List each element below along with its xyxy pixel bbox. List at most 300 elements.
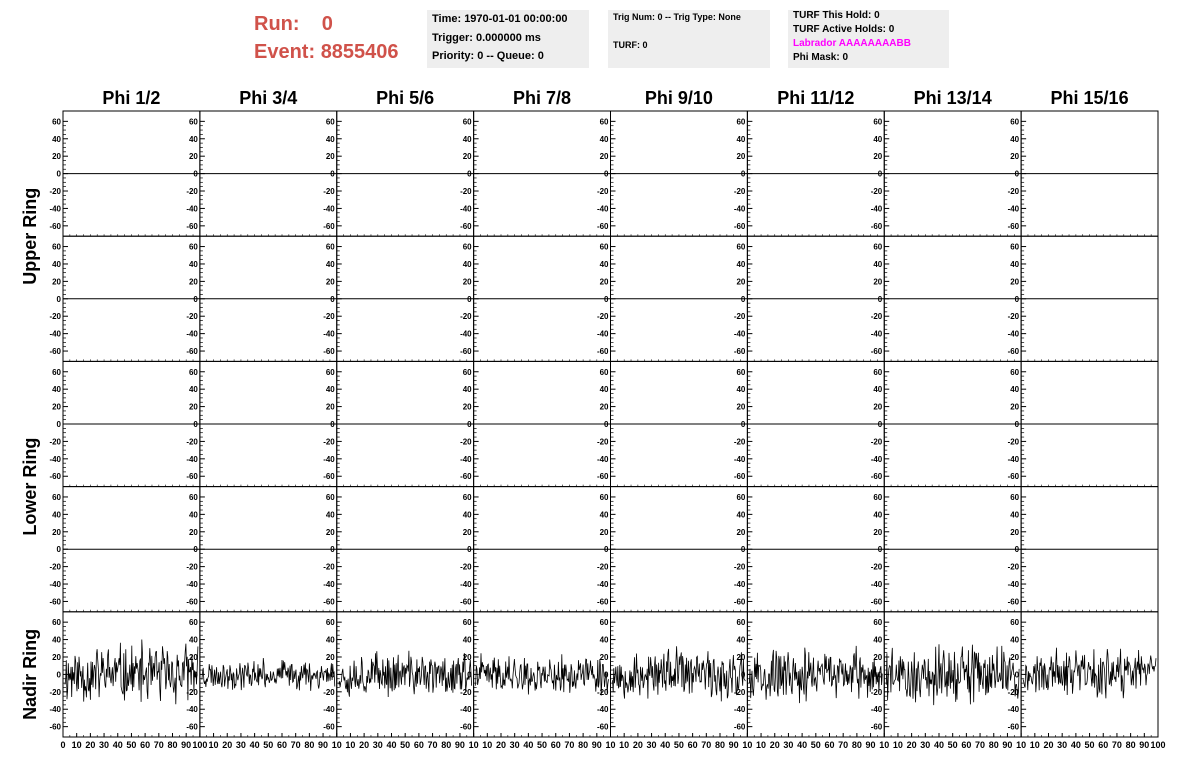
column-header: Phi 11/12 (777, 88, 855, 108)
x-tick-label: 30 (235, 740, 246, 750)
y-tick-label: 40 (325, 635, 335, 645)
y-tick-label: -40 (460, 329, 472, 339)
y-tick-label: 40 (462, 385, 472, 395)
y-tick-label: 20 (1010, 402, 1020, 412)
nadir-trace (886, 644, 1019, 705)
x-tick-label: 90 (318, 740, 329, 750)
x-tick-label: 40 (1070, 740, 1081, 750)
y-tick-label: 60 (188, 492, 198, 502)
y-tick-label: 0 (877, 420, 883, 429)
x-tick-label: 10 (345, 740, 356, 750)
y-tick-label: 40 (1010, 385, 1020, 395)
y-tick-label: -40 (186, 454, 198, 464)
y-tick-label: 0 (330, 670, 335, 680)
y-tick-label: -60 (186, 472, 198, 482)
y-tick-label: 60 (325, 367, 335, 377)
y-tick-label: -40 (49, 454, 61, 464)
y-tick-label: 40 (873, 635, 883, 645)
y-tick-label: -20 (1007, 562, 1020, 572)
x-tick-label: 40 (660, 740, 671, 750)
y-tick-label: 0 (467, 294, 472, 304)
y-tick-label: 40 (462, 259, 472, 269)
y-tick-label: -60 (323, 597, 335, 607)
y-tick-label: 40 (873, 259, 883, 269)
y-tick-label: 60 (188, 618, 198, 628)
y-tick-label: -20 (49, 562, 61, 572)
y-tick-label: 60 (736, 492, 746, 502)
y-tick-label: -20 (870, 562, 883, 572)
y-tick-label: 40 (599, 259, 609, 269)
y-tick-label: 0 (193, 294, 198, 304)
x-tick-label: 30 (372, 740, 383, 750)
y-tick-label: 40 (188, 385, 198, 395)
y-tick-label: -40 (1007, 580, 1020, 590)
y-tick-label: -40 (323, 580, 335, 590)
y-tick-label: 40 (325, 385, 335, 395)
y-tick-label: -20 (460, 312, 472, 322)
y-tick-label: 60 (1010, 492, 1020, 502)
y-tick-label: 20 (873, 277, 883, 287)
y-tick-label: 60 (188, 367, 198, 377)
nadir-trace (749, 646, 882, 703)
y-tick-label: -20 (733, 437, 746, 447)
column-header: Phi 7/8 (513, 88, 572, 108)
x-tick-label: 70 (564, 740, 575, 750)
y-tick-label: -60 (1007, 722, 1020, 732)
y-tick-label: 20 (599, 402, 609, 412)
y-tick-label: 40 (1010, 259, 1020, 269)
y-tick-label: 60 (736, 618, 746, 628)
x-tick-label: 90 (454, 740, 465, 750)
y-tick-label: 20 (1010, 652, 1020, 662)
y-tick-label: 0 (56, 545, 61, 555)
y-tick-label: 40 (736, 134, 746, 144)
trig-num-text: Trig Num: 0 -- Trig Type: None (613, 12, 741, 22)
y-tick-label: 20 (188, 277, 198, 287)
y-tick-label: 40 (599, 385, 609, 395)
x-tick-label: 80 (714, 740, 726, 750)
labrador-text: Labrador AAAAAAAABB (793, 38, 911, 49)
x-tick-label: 60 (687, 740, 698, 750)
y-tick-label: -20 (1007, 312, 1020, 322)
x-tick-label: 20 (495, 740, 507, 750)
x-tick-label: 30 (783, 740, 794, 750)
y-tick-label: -40 (733, 329, 746, 339)
y-tick-label: 60 (1010, 367, 1020, 377)
y-tick-label: -20 (733, 312, 746, 322)
y-tick-label: 20 (52, 277, 61, 287)
y-tick-label: -20 (323, 687, 335, 697)
y-tick-label: 0 (56, 670, 61, 680)
x-tick-label: 40 (249, 740, 260, 750)
y-tick-label: -60 (1007, 472, 1020, 482)
y-tick-label: -60 (596, 347, 609, 357)
x-tick-label: 50 (263, 740, 274, 750)
y-tick-label: -20 (596, 687, 609, 697)
y-tick-label: 40 (52, 635, 61, 645)
y-tick-label: -20 (323, 437, 335, 447)
y-tick-label: -20 (870, 187, 883, 197)
row-group-label: Upper Ring (20, 187, 40, 285)
y-tick-label: 20 (52, 152, 61, 162)
y-tick-label: 0 (1014, 670, 1020, 680)
y-tick-label: 0 (1014, 294, 1020, 304)
y-tick-label: 20 (462, 277, 472, 287)
y-tick-label: 40 (462, 635, 472, 645)
x-tick-label: 30 (920, 740, 931, 750)
y-tick-label: 60 (736, 367, 746, 377)
y-tick-label: -60 (870, 472, 883, 482)
x-tick-label: 20 (906, 740, 917, 750)
x-tick-label: 50 (400, 740, 411, 750)
x-tick-label: 90 (1139, 740, 1150, 750)
y-tick-label: 20 (599, 527, 609, 537)
y-tick-label: 40 (52, 134, 61, 144)
x-tick-label: 50 (810, 740, 821, 750)
y-tick-label: -60 (49, 472, 61, 482)
y-tick-label: 40 (736, 259, 746, 269)
y-tick-label: -60 (49, 597, 61, 607)
y-tick-label: -60 (49, 722, 61, 732)
y-tick-label: 40 (599, 635, 609, 645)
y-tick-label: -60 (460, 472, 472, 482)
y-tick-label: -20 (323, 187, 335, 197)
y-tick-label: 40 (736, 635, 746, 645)
y-tick-label: 0 (604, 420, 609, 429)
y-tick-label: -60 (870, 347, 883, 357)
y-tick-label: -20 (596, 312, 609, 322)
y-tick-label: 40 (188, 259, 198, 269)
x-tick-label: 80 (578, 740, 589, 750)
y-tick-label: 0 (1014, 169, 1020, 179)
turf-active-holds-text: TURF Active Holds: 0 (793, 24, 895, 35)
y-tick-label: 0 (740, 545, 746, 555)
y-tick-label: -60 (596, 472, 609, 482)
x-tick-label: 0 (60, 740, 66, 750)
y-tick-label: -40 (596, 329, 609, 339)
y-tick-label: -60 (596, 597, 609, 607)
turf-text: TURF: 0 (613, 40, 648, 50)
y-tick-label: 40 (599, 510, 609, 520)
y-tick-label: 0 (1014, 420, 1020, 429)
y-tick-label: -40 (870, 454, 883, 464)
y-tick-label: -40 (49, 705, 61, 715)
y-tick-label: 20 (462, 402, 472, 412)
y-tick-label: 20 (599, 277, 609, 287)
y-tick-label: 0 (56, 169, 61, 179)
y-tick-label: -40 (870, 204, 883, 214)
y-tick-label: -20 (186, 437, 198, 447)
y-tick-label: 60 (873, 117, 883, 127)
x-tick-label: 90 (591, 740, 602, 750)
x-tick-label: 60 (140, 740, 151, 750)
x-tick-label: 50 (1084, 740, 1095, 750)
y-tick-label: -40 (186, 204, 198, 214)
y-tick-label: -60 (460, 347, 472, 357)
y-tick-label: 20 (599, 152, 609, 162)
y-tick-label: 60 (325, 618, 335, 628)
y-tick-label: 40 (325, 259, 335, 269)
y-tick-label: 20 (736, 402, 746, 412)
y-tick-label: 60 (736, 242, 746, 252)
column-header: Phi 13/14 (913, 88, 992, 108)
x-tick-label: 30 (1057, 740, 1068, 750)
y-tick-label: 20 (462, 652, 472, 662)
y-tick-label: 60 (462, 242, 472, 252)
y-tick-label: -40 (323, 454, 335, 464)
y-tick-label: -40 (460, 705, 472, 715)
y-tick-label: -40 (323, 705, 335, 715)
y-tick-label: -60 (186, 347, 198, 357)
y-tick-label: 20 (188, 152, 198, 162)
y-tick-label: 60 (1010, 117, 1020, 127)
y-tick-label: 20 (873, 402, 883, 412)
y-tick-label: 0 (604, 670, 609, 680)
y-tick-label: -40 (733, 204, 746, 214)
x-tick-label: 10 (208, 740, 219, 750)
nadir-trace (1023, 648, 1156, 699)
column-header: Phi 1/2 (102, 88, 161, 108)
y-tick-label: 40 (1010, 134, 1020, 144)
x-tick-label: 70 (701, 740, 712, 750)
y-tick-label: 0 (877, 670, 883, 680)
y-tick-label: 0 (193, 545, 198, 555)
y-tick-label: -60 (733, 347, 746, 357)
y-tick-label: -40 (460, 204, 472, 214)
x-tick-label: 10 (468, 740, 479, 750)
y-tick-label: 0 (740, 670, 746, 680)
y-tick-label: 40 (873, 134, 883, 144)
y-tick-label: -60 (323, 472, 335, 482)
y-tick-label: 60 (325, 242, 335, 252)
y-tick-label: -40 (733, 705, 746, 715)
y-tick-label: -40 (186, 580, 198, 590)
y-tick-label: -60 (596, 221, 609, 231)
y-tick-label: 40 (52, 259, 61, 269)
y-tick-label: 20 (52, 527, 61, 537)
y-tick-label: -20 (733, 187, 746, 197)
y-tick-label: 0 (877, 545, 883, 555)
nadir-trace (613, 646, 746, 701)
y-tick-label: -60 (870, 597, 883, 607)
y-tick-label: -40 (733, 454, 746, 464)
x-tick-label: 50 (947, 740, 958, 750)
y-tick-label: 0 (330, 169, 335, 179)
y-tick-label: 0 (877, 169, 883, 179)
x-tick-label: 70 (153, 740, 164, 750)
y-tick-label: -20 (596, 187, 609, 197)
y-tick-label: -20 (870, 312, 883, 322)
y-tick-label: 60 (873, 618, 883, 628)
x-tick-label: 80 (167, 740, 178, 750)
y-tick-label: -40 (460, 580, 472, 590)
x-tick-label: 60 (276, 740, 288, 750)
y-tick-label: 0 (467, 545, 472, 555)
y-tick-label: 20 (325, 402, 335, 412)
x-tick-label: 100 (1150, 740, 1166, 750)
x-tick-label: 80 (441, 740, 452, 750)
y-tick-label: -60 (733, 472, 746, 482)
turf-this-hold-text: TURF This Hold: 0 (793, 10, 880, 21)
y-tick-label: -40 (49, 204, 61, 214)
x-tick-label: 90 (181, 740, 192, 750)
y-tick-label: -20 (1007, 687, 1020, 697)
y-tick-label: -40 (1007, 329, 1020, 339)
y-tick-label: -20 (596, 437, 609, 447)
y-tick-label: 20 (1010, 152, 1020, 162)
y-tick-label: 60 (52, 367, 61, 377)
x-tick-label: 40 (386, 740, 397, 750)
y-tick-label: 20 (52, 402, 61, 412)
y-tick-label: 60 (188, 117, 198, 127)
x-tick-label: 60 (550, 740, 561, 750)
x-tick-label: 80 (851, 740, 862, 750)
nadir-trace (202, 658, 335, 691)
trigger-text: Trigger: 0.000000 ms (432, 32, 541, 44)
x-tick-label: 50 (537, 740, 548, 750)
y-tick-label: -20 (460, 187, 472, 197)
y-tick-label: 20 (736, 652, 746, 662)
y-tick-label: -60 (870, 722, 883, 732)
y-tick-label: -40 (460, 454, 472, 464)
y-tick-label: 60 (462, 117, 472, 127)
y-tick-label: 60 (599, 492, 609, 502)
event-value: 8855406 (320, 41, 399, 63)
x-tick-label: 20 (769, 740, 780, 750)
y-tick-label: 20 (599, 652, 609, 662)
y-tick-label: -20 (49, 312, 61, 322)
x-tick-label: 30 (509, 740, 520, 750)
y-tick-label: 0 (193, 169, 198, 179)
y-tick-label: -40 (323, 204, 335, 214)
y-tick-label: 0 (1014, 545, 1020, 555)
y-tick-label: -20 (49, 687, 61, 697)
x-tick-label: 70 (1111, 740, 1122, 750)
y-tick-label: 0 (740, 294, 746, 304)
x-tick-label: 20 (359, 740, 370, 750)
nadir-trace (339, 651, 472, 697)
row-group-label: Lower Ring (20, 437, 40, 536)
y-tick-label: -20 (596, 562, 609, 572)
y-tick-label: 0 (877, 294, 883, 304)
y-tick-label: 40 (462, 134, 472, 144)
x-tick-label: 100 (192, 740, 208, 750)
y-tick-label: -20 (460, 687, 472, 697)
y-tick-label: 0 (604, 294, 609, 304)
y-tick-label: 60 (52, 117, 61, 127)
y-tick-label: 60 (188, 242, 198, 252)
y-tick-label: 40 (1010, 510, 1020, 520)
y-tick-label: -40 (596, 580, 609, 590)
y-tick-label: -20 (1007, 187, 1020, 197)
y-tick-label: 60 (873, 242, 883, 252)
y-tick-label: 60 (599, 367, 609, 377)
x-tick-label: 50 (126, 740, 137, 750)
y-tick-label: -60 (186, 221, 198, 231)
x-tick-label: 90 (1002, 740, 1013, 750)
event-label: Event: (254, 41, 316, 63)
row-group-label: Nadir Ring (20, 628, 40, 720)
y-tick-label: 0 (193, 420, 198, 429)
y-tick-label: 0 (193, 670, 198, 680)
y-tick-label: 40 (1010, 635, 1020, 645)
y-tick-label: -20 (186, 687, 198, 697)
y-tick-label: 60 (462, 492, 472, 502)
y-tick-label: -40 (870, 329, 883, 339)
y-tick-label: -60 (870, 221, 883, 231)
y-tick-label: -20 (323, 562, 335, 572)
y-tick-label: 40 (188, 134, 198, 144)
x-tick-label: 70 (975, 740, 986, 750)
y-tick-label: 20 (873, 527, 883, 537)
x-tick-label: 10 (756, 740, 767, 750)
y-tick-label: -40 (870, 580, 883, 590)
x-tick-label: 60 (413, 740, 424, 750)
x-tick-label: 10 (742, 740, 753, 750)
x-tick-label: 80 (1125, 740, 1136, 750)
y-tick-label: -60 (1007, 221, 1020, 231)
y-tick-label: 0 (56, 420, 61, 429)
y-tick-label: -40 (323, 329, 335, 339)
y-tick-label: -40 (733, 580, 746, 590)
x-tick-label: 20 (222, 740, 233, 750)
run-label: Run: (254, 13, 300, 35)
x-tick-label: 10 (619, 740, 630, 750)
x-tick-label: 10 (71, 740, 82, 750)
x-tick-label: 40 (797, 740, 808, 750)
y-tick-label: -20 (186, 562, 198, 572)
x-tick-label: 60 (1098, 740, 1109, 750)
y-tick-label: 20 (325, 152, 335, 162)
y-tick-label: -60 (49, 221, 61, 231)
y-tick-label: 20 (325, 527, 335, 537)
x-tick-label: 10 (892, 740, 903, 750)
y-tick-label: -20 (733, 562, 746, 572)
x-tick-label: 20 (632, 740, 643, 750)
y-tick-label: -20 (186, 312, 198, 322)
y-tick-label: 0 (467, 169, 472, 179)
y-tick-label: 40 (325, 510, 335, 520)
y-tick-label: -60 (186, 597, 198, 607)
x-tick-label: 10 (605, 740, 616, 750)
y-tick-label: 20 (1010, 277, 1020, 287)
y-tick-label: 60 (52, 492, 61, 502)
y-tick-label: 20 (188, 527, 198, 537)
y-tick-label: -40 (870, 705, 883, 715)
y-tick-label: 60 (873, 492, 883, 502)
y-tick-label: -60 (323, 347, 335, 357)
y-tick-label: -40 (49, 329, 61, 339)
y-tick-label: 0 (740, 169, 746, 179)
y-tick-label: 20 (873, 652, 883, 662)
y-tick-label: 0 (56, 294, 61, 304)
y-tick-label: -20 (49, 437, 61, 447)
y-tick-label: 0 (604, 545, 609, 555)
y-tick-label: 60 (325, 117, 335, 127)
y-tick-label: -40 (596, 454, 609, 464)
x-tick-label: 80 (988, 740, 999, 750)
y-tick-label: 0 (740, 420, 746, 429)
y-tick-label: 60 (1010, 242, 1020, 252)
x-tick-label: 60 (961, 740, 972, 750)
y-tick-label: 60 (599, 618, 609, 628)
y-tick-label: 40 (873, 385, 883, 395)
y-tick-label: -20 (49, 187, 61, 197)
x-tick-label: 70 (838, 740, 849, 750)
y-tick-label: 20 (873, 152, 883, 162)
y-tick-label: 40 (188, 510, 198, 520)
column-header: Phi 3/4 (239, 88, 298, 108)
